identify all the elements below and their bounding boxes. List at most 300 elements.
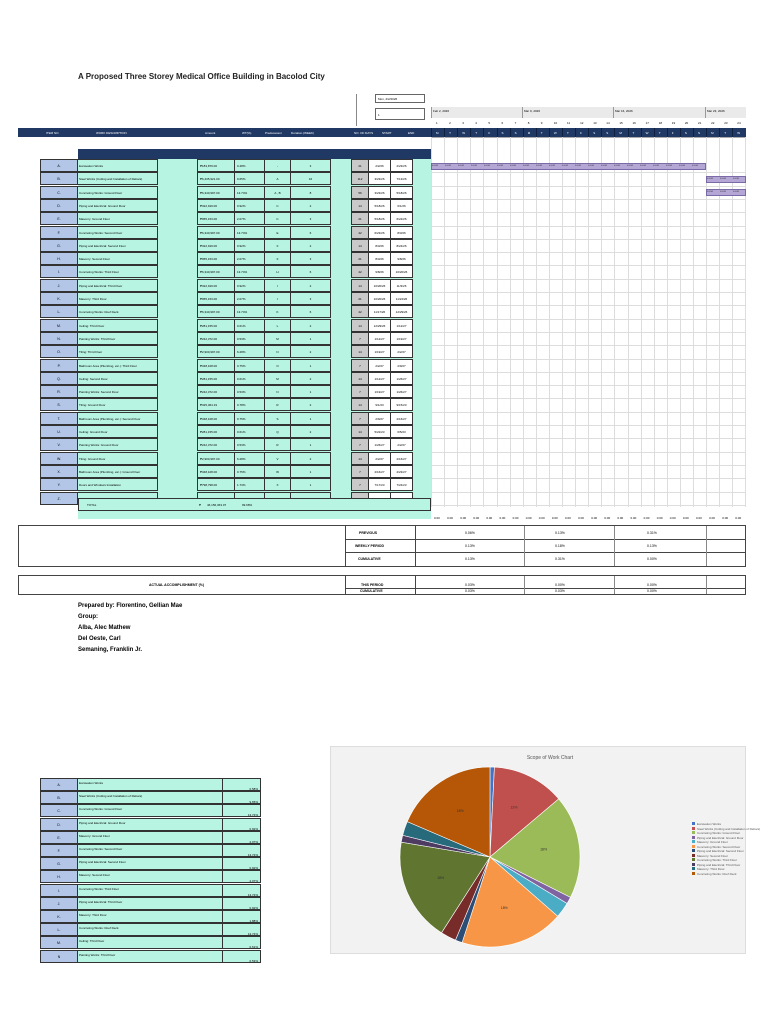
task-amount: ₱6,340,997.00 (197, 265, 235, 278)
task-id: B. (40, 172, 78, 185)
day-letter: S (684, 131, 687, 135)
task-start: 8/3/26 (369, 252, 391, 265)
bar-cell-label: 0.0069 (484, 165, 491, 167)
prepared-by-block (78, 601, 182, 656)
task-predecessor: F (265, 252, 291, 265)
task-description: Masonry: Ground Floor (78, 212, 158, 225)
legend-entry (692, 849, 744, 853)
task-end: 7/13/26 (391, 172, 413, 185)
legend-label: Excavation Works (697, 822, 721, 826)
daily-percent: 0.00 (473, 516, 480, 520)
task-weight: 6.28% (235, 452, 265, 465)
gantt-row-line (431, 239, 746, 240)
day-letter: S (606, 131, 609, 135)
task-predecessor: I (265, 292, 291, 305)
task-predecessor: W (265, 465, 291, 478)
section-band (78, 149, 431, 159)
day-number: 7 (514, 121, 517, 125)
member: Alba, Alec Mathew (78, 625, 131, 631)
planned-summary-box (18, 525, 746, 567)
gantt-row-line (431, 359, 746, 360)
gantt-row-line (431, 492, 746, 493)
bar-cell-label: 0.0069 (445, 165, 452, 167)
weekly-value: 0.13% (465, 544, 475, 548)
week-label: Mar 23, 2026 (707, 109, 725, 113)
weight-list-id: N (40, 950, 78, 963)
task-duration: 3 (291, 292, 331, 305)
header-duration: Duration (WEEK) (291, 131, 315, 135)
day-letter: W (553, 131, 557, 135)
task-end: 6/1/26 (391, 199, 413, 212)
weight-list-id: A. (40, 778, 78, 791)
task-amount: ₱183,879.00 (197, 159, 235, 172)
task-weight: 0.61% (235, 425, 265, 438)
task-weight: 13.74% (235, 265, 265, 278)
day-letter: F (671, 131, 674, 135)
task-duration: 3 (291, 159, 331, 172)
task-days: 7 (351, 465, 369, 478)
task-description: Bathroom Area (Plumbing, etc.): Ground Floor (78, 465, 158, 478)
weight-list-description: Masonry: Second Floor (78, 870, 223, 883)
task-id: W. (40, 452, 78, 465)
task-amount: ₱322,919.00 (197, 279, 235, 292)
task-weight: 13.74% (235, 226, 265, 239)
gantt-bar-concrete-gf[interactable] (706, 189, 746, 196)
task-id: Z. (40, 492, 78, 505)
task-days: 14 (351, 398, 369, 411)
task-weight: 2.07% (235, 292, 265, 305)
day-letter: T (540, 131, 543, 135)
member: Del Oeste, Carl (78, 636, 121, 642)
task-end: 2/16/27 (391, 452, 413, 465)
legend-entry (692, 827, 760, 831)
legend-swatch (692, 840, 695, 843)
task-days: 7 (351, 332, 369, 345)
header-amount: Amount (205, 131, 216, 135)
day-letter: S (698, 131, 701, 135)
previous-value: 0.31% (647, 531, 657, 535)
task-weight: 13.74% (235, 186, 265, 199)
gantt-row-line (431, 172, 746, 173)
day-number: 14 (606, 121, 610, 125)
gantt-row-line (431, 305, 746, 306)
task-start: 2/9/27 (369, 412, 391, 425)
task-end: 2/16/27 (391, 412, 413, 425)
task-amount: ₱242,372.00 (197, 385, 235, 398)
task-start: 1/12/27 (369, 332, 391, 345)
task-description: Painting Works: Third Floor (78, 332, 158, 345)
bar-cell-label: 0.0069 (536, 165, 543, 167)
header-start: START (382, 131, 392, 135)
weight-list-id: B. (40, 791, 78, 804)
legend-swatch (692, 863, 695, 866)
task-weight: 0.61% (235, 319, 265, 332)
task-description: Tiling: Third Floor (78, 345, 158, 358)
bar-cell-label: 0.0069 (588, 165, 595, 167)
task-weight: 0.53% (235, 438, 265, 451)
task-days: 112 (351, 172, 369, 185)
task-start: 2/2/26 (369, 159, 391, 172)
task-duration: 2 (291, 372, 331, 385)
task-start: 7/17/23 (369, 478, 391, 491)
task-end: 2/9/27 (391, 359, 413, 372)
week-label: Mar 16, 2026 (615, 109, 633, 113)
task-amount: ₱6,340,997.00 (197, 186, 235, 199)
legend-label: Masonry: Second Floor (697, 853, 729, 858)
task-days: 7 (351, 478, 369, 491)
day-number: 24 (737, 121, 741, 125)
task-days: 21 (351, 159, 369, 172)
task-weight: 2.07% (235, 212, 265, 225)
task-description: Ceiling: Second Floor (78, 372, 158, 385)
task-amount: ₱348,108.00 (197, 412, 235, 425)
task-id: O. (40, 345, 78, 358)
task-description: Concreting Works: Third Floor (78, 265, 158, 278)
task-duration: 2 (291, 398, 331, 411)
weight-list-id: H. (40, 870, 78, 883)
day-number: 9 (540, 121, 543, 125)
gantt-row-line (431, 425, 746, 426)
task-end: 7/24/23 (391, 478, 413, 491)
task-predecessor: N (265, 385, 291, 398)
gantt-row-line (431, 292, 746, 293)
task-duration: 16 (291, 172, 331, 185)
bar-cell-label: 0.0069 (510, 165, 517, 167)
legend-entry (692, 845, 740, 849)
task-description: Steel Works (Cutting and Installation of Rebars) (78, 172, 158, 185)
task-predecessor: F (265, 239, 291, 252)
weekly-value: 0.18% (555, 544, 565, 548)
task-amount: ₱242,372.00 (197, 332, 235, 345)
task-amount: ₱6,340,997.00 (197, 226, 235, 239)
task-predecessor: V (265, 452, 291, 465)
task-id: F. (40, 226, 78, 239)
header-weight: WT(%) (242, 131, 252, 135)
task-days: 21 (351, 292, 369, 305)
task-days: 14 (351, 425, 369, 438)
task-amount: ₱6,340,997.00 (197, 305, 235, 318)
task-weight: 0.92% (235, 199, 265, 212)
gantt-row-line (431, 186, 746, 187)
total-label: TOTAL (87, 503, 97, 507)
weight-list-value: 2.07% (223, 831, 261, 844)
task-start: 5/18/26 (369, 212, 391, 225)
task-id: S. (40, 398, 78, 411)
day-number: 19 (671, 121, 676, 125)
daily-percent: 0.00 (486, 516, 493, 520)
task-start: 8/3/26 (369, 239, 391, 252)
task-weight: 6.28% (235, 345, 265, 358)
task-duration: 2 (291, 319, 331, 332)
bar-cell-label: 0.0069 (640, 165, 647, 167)
gantt-row-line (431, 478, 746, 479)
task-weight: 0.61% (235, 372, 265, 385)
task-id: P. (40, 359, 78, 372)
day-letter: T (724, 131, 727, 135)
weight-list-id: M. (40, 936, 78, 949)
task-end: 2/2/27 (391, 438, 413, 451)
task-amount: ₱798,798.00 (197, 478, 235, 491)
day-letter: S (501, 131, 504, 135)
task-days: 42 (351, 265, 369, 278)
task-amount: ₱281,155.00 (197, 319, 235, 332)
task-weight: 0.92% (235, 279, 265, 292)
task-description: Excavation Works (78, 159, 158, 172)
task-id: E. (40, 212, 78, 225)
header-predecessor: Predecessor (265, 131, 282, 135)
cumulative-value: 0.13% (465, 557, 475, 561)
task-amount: ₱242,372.00 (197, 438, 235, 451)
task-days: 14 (351, 345, 369, 358)
day-number: 15 (619, 121, 623, 125)
task-end: 11/24/26 (391, 292, 413, 305)
task-duration: 1 (291, 332, 331, 345)
task-days: 42 (351, 226, 369, 239)
weight-list-value: 13.74% (223, 804, 261, 817)
legend-swatch (692, 845, 695, 848)
day-number: 4 (475, 121, 477, 125)
legend-entry (692, 867, 725, 871)
day-letter: T (567, 131, 569, 135)
bar-cell-label: 0.0069 (679, 165, 686, 167)
task-days: 14 (351, 319, 369, 332)
legend-entry (692, 836, 744, 840)
task-predecessor: E (265, 226, 291, 239)
day-letter: M (436, 131, 439, 135)
header-end: END (408, 131, 415, 135)
task-duration: 3 (291, 212, 331, 225)
bar-cell-label: 0.0069 (733, 178, 740, 180)
legend-entry (692, 822, 721, 826)
task-amount: ₱6,435,921.00 (197, 172, 235, 185)
daily-percent: 0.00 (630, 516, 637, 520)
task-days: 56 (351, 186, 369, 199)
cumulative-value: 0.31% (555, 557, 565, 561)
task-start: 10/20/26 (369, 292, 391, 305)
legend-label: Concreting Works: Second Floor (697, 844, 741, 849)
task-description: Masonry: Second Floor (78, 252, 158, 265)
task-days: 14 (351, 452, 369, 465)
gantt-row-line (431, 372, 746, 373)
day-letter: M (619, 131, 622, 135)
task-amount: ₱2,900,997.00 (197, 345, 235, 358)
task-start: 10/20/26 (369, 279, 391, 292)
task-end: 5/18/26 (391, 186, 413, 199)
day-letter: T (475, 131, 478, 135)
daily-percent: 0.00 (460, 516, 467, 520)
task-start: 1/19/27 (369, 345, 391, 358)
weight-list-description: Piping and Electrical: Third Floor (78, 897, 223, 910)
pie-slice-label: 18% (437, 875, 445, 880)
task-end: 8/24/26 (391, 239, 413, 252)
task-predecessor: C (265, 199, 291, 212)
task-duration: 1 (291, 465, 331, 478)
previous-value: 0.13% (555, 531, 565, 535)
weight-list-id: E. (40, 831, 78, 844)
cumul-value: 0.03% (555, 589, 565, 593)
task-id: M. (40, 319, 78, 332)
weight-list-value: 1.88% (223, 910, 261, 923)
legend-swatch (692, 831, 695, 834)
task-id: T. (40, 412, 78, 425)
task-duration: 1 (291, 478, 331, 491)
task-predecessor: L (265, 319, 291, 332)
daily-percent: 0.00 (499, 516, 506, 520)
daily-percent: 0.00 (669, 516, 676, 520)
weight-list-description: Concreting Works: Ground Floor (78, 804, 223, 817)
task-predecessor: A , B (265, 186, 291, 199)
gantt-bar-excavation[interactable] (431, 163, 706, 170)
total-row (78, 498, 431, 511)
weight-list-id: D. (40, 818, 78, 831)
daily-percent: 0.00 (682, 516, 689, 520)
task-description: Concreting Works: Second Floor (78, 226, 158, 239)
task-start: 1/26/27 (369, 438, 391, 451)
task-predecessor: O (265, 359, 291, 372)
task-duration: 2 (291, 452, 331, 465)
task-start: 3/23/26 (369, 186, 391, 199)
legend-label: Masonry: Third Floor (697, 867, 725, 871)
bar-cell-label: 0.0069 (627, 165, 634, 167)
gantt-row-line (431, 199, 746, 200)
task-days: 7 (351, 359, 369, 372)
task-end: 9/8/26 (391, 252, 413, 265)
task-end: 12/29/26 (391, 305, 413, 318)
task-description: Doors and Windows Installation (78, 478, 158, 491)
daily-percent: 0.00 (434, 516, 440, 520)
cumulative-value: 0.00% (647, 557, 657, 561)
day-number: 12 (580, 121, 584, 125)
gantt-row-line (431, 452, 746, 453)
task-days: 14 (351, 199, 369, 212)
gantt-row-line (431, 385, 746, 386)
bar-cell-label: 0.0069 (458, 165, 465, 167)
task-amount: ₱955,153.00 (197, 292, 235, 305)
gantt-row-line (431, 438, 746, 439)
project-start-cell[interactable]: Mon, 2/2/2026 (375, 94, 425, 103)
task-weight: 13.74% (235, 305, 265, 318)
weight-list-value: 0.61% (223, 936, 261, 949)
task-weight: 0.53% (235, 332, 265, 345)
legend-label: Concreting Works: Third Floor (697, 858, 737, 862)
display-week-cell[interactable]: 1 (375, 108, 425, 120)
task-duration: 3 (291, 252, 331, 265)
task-start: 1/19/27 (369, 385, 391, 398)
legend-label: Piping and Electrical: Second Floor (697, 849, 744, 853)
weight-list-description: Excavation Works (78, 778, 223, 791)
task-duration: 1 (291, 385, 331, 398)
actual-summary-box (18, 575, 746, 595)
weight-list-value: 9.65% (223, 791, 261, 804)
task-days: 7 (351, 385, 369, 398)
day-number: 21 (698, 121, 702, 125)
daily-percent: 0.00 (656, 516, 663, 520)
bar-cell-label: 0.0069 (471, 165, 478, 167)
task-days: 7 (351, 412, 369, 425)
total-weight: 99.68% (242, 503, 253, 507)
task-amount: ₱322,919.00 (197, 199, 235, 212)
task-description: Painting Works: Second Floor (78, 385, 158, 398)
legend-entry (692, 854, 728, 858)
task-start: 2/2/27 (369, 359, 391, 372)
task-amount: ₱281,155.00 (197, 425, 235, 438)
task-duration: 8 (291, 186, 331, 199)
weight-list-value: 0.53% (223, 950, 261, 963)
task-start: 9/8/26 (369, 265, 391, 278)
task-id: R. (40, 385, 78, 398)
day-letter: T (632, 131, 635, 135)
daily-percent: 0.00 (709, 516, 715, 520)
task-start: 5/18/26 (369, 199, 391, 212)
daily-percent: 0.00 (617, 516, 624, 520)
task-amount: ₱325,364.19 (197, 398, 235, 411)
cumul-label: CUMULATIVE (360, 589, 383, 593)
day-letter: W (737, 131, 741, 135)
daily-percent: 0.00 (512, 516, 519, 520)
task-end: 8/3/26 (391, 226, 413, 239)
bar-cell-label: 0.0069 (549, 165, 556, 167)
legend-swatch (692, 872, 695, 875)
previous-value: 0.06% (465, 531, 475, 535)
task-id: H. (40, 252, 78, 265)
divider (356, 94, 357, 126)
gantt-row-line (431, 212, 746, 213)
task-predecessor: Q (265, 425, 291, 438)
task-weight: 0.75% (235, 465, 265, 478)
task-days: 42 (351, 305, 369, 318)
day-letter: W (462, 131, 466, 135)
weight-list-description: Masonry: Ground Floor (78, 831, 223, 844)
task-description: Tiling: Ground Floor (78, 452, 158, 465)
daily-percent: 0.00 (538, 516, 545, 520)
task-amount: ₱955,153.00 (197, 252, 235, 265)
weekly-label: WEEKLY PERIOD (355, 544, 384, 548)
task-description: Piping and Electrical: Ground Floor (78, 199, 158, 212)
weight-list-id: K. (40, 910, 78, 923)
task-predecessor: X (265, 478, 291, 491)
task-end: 11/3/26 (391, 279, 413, 292)
weekly-value: 0.13% (647, 544, 657, 548)
day-number: 22 (711, 121, 715, 125)
weight-list-value: 13.74% (223, 884, 261, 897)
pie-chart[interactable] (390, 765, 590, 950)
task-predecessor: M (265, 372, 291, 385)
week-label: Feb 2, 2026 (433, 109, 450, 113)
legend-entry (692, 858, 737, 862)
gantt-row-line (431, 398, 746, 399)
gantt-row-line (431, 465, 746, 466)
task-predecessor: S (265, 412, 291, 425)
gantt-row-line (431, 332, 746, 333)
gantt-row-line (431, 412, 746, 413)
task-duration: 2 (291, 279, 331, 292)
task-id: K. (40, 292, 78, 305)
cumul-value: 0.00% (647, 589, 657, 593)
task-weight: 0.75% (235, 412, 265, 425)
task-description: Piping and Electrical: Second Floor (78, 239, 158, 252)
day-number: 1 (436, 121, 438, 125)
day-number: 2 (449, 121, 451, 125)
legend-swatch (692, 858, 695, 861)
legend-entry (692, 872, 736, 876)
member: Semaning, Franklin Jr. (78, 647, 143, 653)
task-weight: 0.48% (235, 159, 265, 172)
weight-list-description: Piping and Electrical: Ground Floor (78, 818, 223, 831)
this-period-value: 0.00% (555, 583, 565, 587)
day-number: 17 (645, 121, 649, 125)
gantt-bar-steel[interactable] (706, 176, 746, 183)
day-number: 5 (488, 121, 491, 125)
